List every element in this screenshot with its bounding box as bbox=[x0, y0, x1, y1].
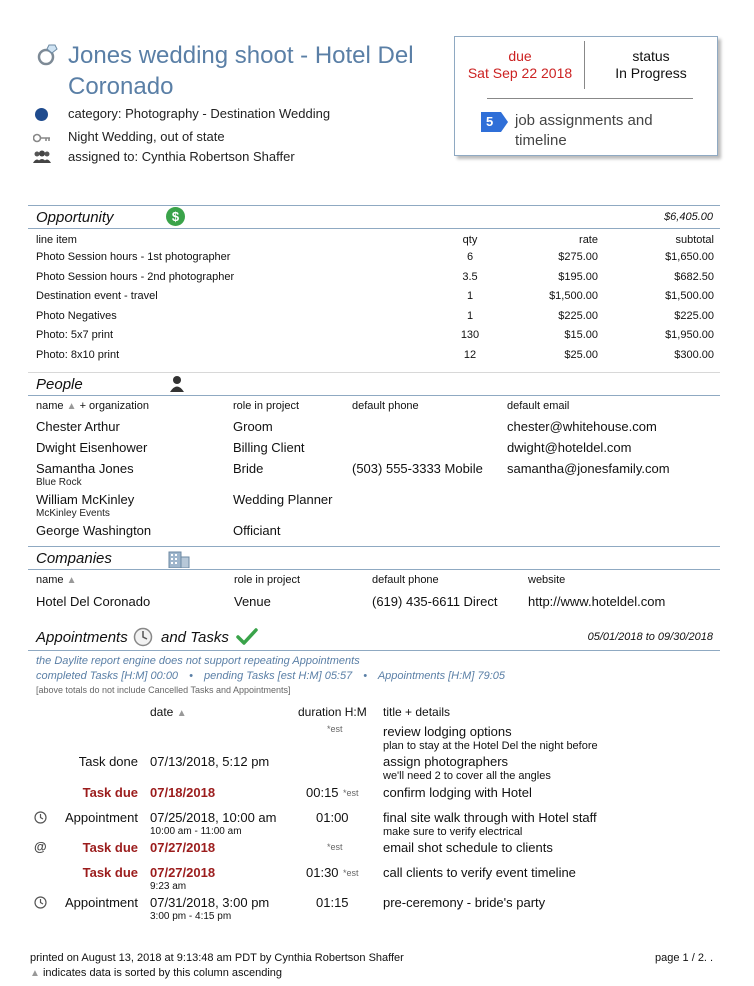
status-label: status bbox=[632, 48, 670, 64]
appt-kind: Appointment bbox=[65, 895, 138, 910]
printed-note: printed on August 13, 2018 at 9:13:48 am PDT by Cynthia Robertson Shaffer bbox=[30, 952, 404, 964]
appt-detail: plan to stay at the Hotel Del the night before bbox=[383, 740, 598, 752]
opp-rate: $195.00 bbox=[558, 270, 598, 283]
table-row bbox=[0, 346, 754, 366]
sort-note-text: indicates data is sorted by this column ascending bbox=[42, 967, 283, 979]
appt-detail: we'll need 2 to cover all the angles bbox=[383, 770, 551, 782]
appt-est: *est bbox=[343, 868, 359, 878]
person-email[interactable]: chester@whitehouse.com bbox=[507, 419, 657, 434]
opp-rate: $25.00 bbox=[564, 348, 598, 361]
appt-est: *est bbox=[327, 724, 343, 734]
due-label: due bbox=[508, 48, 532, 64]
opportunity-rows bbox=[0, 248, 754, 366]
person-email[interactable]: samantha@jonesfamily.com bbox=[507, 461, 670, 476]
companies-header-name-label: name bbox=[36, 574, 64, 586]
person-icon bbox=[168, 374, 186, 392]
person-name[interactable]: Dwight Eisenhower bbox=[36, 440, 148, 455]
companies-header-name bbox=[36, 574, 77, 586]
sort-asc-icon: ▲ bbox=[176, 708, 187, 719]
person-role: Bride bbox=[233, 461, 264, 476]
opp-item: Photo Session hours - 1st photographer bbox=[36, 251, 231, 263]
appt-date: 07/27/2018 bbox=[150, 865, 216, 880]
opp-header-item: line item bbox=[36, 234, 77, 246]
companies-top-line bbox=[28, 546, 720, 547]
opp-rate: $275.00 bbox=[558, 251, 598, 263]
appt-est: *est bbox=[343, 788, 359, 798]
assignments-link-2[interactable]: timeline bbox=[515, 132, 567, 149]
appt-kind: Task due bbox=[82, 840, 138, 855]
appt-title[interactable]: pre-ceremony - bride's party bbox=[383, 895, 546, 910]
company-website[interactable]: http://www.hoteldel.com bbox=[528, 594, 666, 609]
people-header-org-label: + organization bbox=[79, 400, 149, 412]
appt-duration: 01:00 bbox=[316, 810, 349, 825]
person-phone[interactable]: (503) 555-3333 Mobile bbox=[352, 461, 483, 476]
appt-duration: 00:15 bbox=[306, 785, 339, 800]
opp-subtotal: $682.50 bbox=[674, 270, 714, 283]
appt-kind: Task done bbox=[78, 754, 138, 769]
opp-qty: 130 bbox=[460, 329, 480, 342]
opp-header-subtotal: subtotal bbox=[675, 234, 714, 246]
appt-title[interactable]: assign photographers bbox=[383, 754, 509, 769]
person-name[interactable]: George Washington bbox=[36, 523, 152, 538]
totals-note: [above totals do not include Cancelled Tasks and Appointments] bbox=[36, 685, 291, 695]
opportunity-header-line bbox=[28, 228, 720, 229]
appt-header-duration: duration H:M bbox=[298, 705, 367, 719]
totals-line bbox=[36, 670, 505, 682]
badge-count: 5 bbox=[486, 114, 494, 129]
people-top-line bbox=[28, 372, 720, 373]
companies-header-phone: default phone bbox=[372, 574, 439, 586]
opportunity-top-line bbox=[28, 205, 720, 206]
and-tasks-title: and Tasks bbox=[161, 629, 229, 646]
opp-qty: 3.5 bbox=[462, 270, 478, 283]
company-name[interactable]: Hotel Del Coronado bbox=[36, 594, 151, 609]
opp-subtotal: $1,950.00 bbox=[665, 329, 714, 342]
appt-header-date bbox=[150, 705, 187, 719]
box-hr bbox=[487, 98, 693, 99]
person-org: Blue Rock bbox=[36, 477, 82, 488]
people-header-name bbox=[36, 400, 149, 412]
people-header-role: role in project bbox=[233, 400, 300, 412]
opp-subtotal: $1,500.00 bbox=[665, 290, 714, 303]
sort-asc-icon: ▲ bbox=[66, 401, 77, 412]
appt-kind: Appointment bbox=[65, 810, 138, 825]
opp-rate: $1,500.00 bbox=[549, 290, 598, 303]
appt-est: *est bbox=[327, 842, 343, 852]
assignments-link-1[interactable]: job assignments and bbox=[515, 112, 653, 129]
table-row bbox=[0, 307, 754, 327]
pending-total: pending Tasks [est H:M] 05:57 bbox=[204, 670, 353, 682]
table-row bbox=[0, 268, 754, 288]
opp-rate: $15.00 bbox=[564, 329, 598, 342]
table-row bbox=[0, 248, 754, 268]
appointments-header-line bbox=[28, 650, 720, 651]
appt-title[interactable]: call clients to verify event timeline bbox=[383, 865, 576, 880]
appt-duration: 01:15 bbox=[316, 895, 349, 910]
category-dot-icon bbox=[35, 108, 48, 121]
appt-title[interactable]: email shot schedule to clients bbox=[383, 840, 553, 855]
sort-asc-icon: ▲ bbox=[66, 575, 77, 586]
opp-qty: 1 bbox=[466, 290, 474, 303]
appt-date: 07/25/2018, 10:00 am bbox=[150, 810, 277, 825]
people-header-line bbox=[28, 395, 720, 396]
keyword-text: Night Wedding, out of state bbox=[68, 129, 225, 144]
appt-detail: make sure to verify electrical bbox=[383, 826, 523, 838]
table-row bbox=[0, 287, 754, 307]
opp-rate: $225.00 bbox=[558, 309, 598, 322]
opp-item: Photo Negatives bbox=[36, 309, 117, 322]
appt-date: 07/18/2018 bbox=[150, 785, 216, 800]
building-icon bbox=[168, 550, 190, 568]
people-header-phone: default phone bbox=[352, 400, 419, 412]
clock-icon bbox=[133, 627, 153, 647]
person-role: Billing Client bbox=[233, 440, 305, 455]
appt-header-title: title + details bbox=[383, 705, 451, 719]
date-range: 05/01/2018 to 09/30/2018 bbox=[587, 631, 713, 643]
appt-sub: 9:23 am bbox=[150, 881, 187, 892]
opp-subtotal: $1,650.00 bbox=[665, 251, 714, 263]
person-email[interactable]: dwight@hoteldel.com bbox=[507, 440, 632, 455]
companies-header-line bbox=[28, 569, 720, 570]
status-value: In Progress bbox=[615, 65, 687, 81]
company-role: Venue bbox=[234, 594, 271, 609]
repeat-note: the Daylite report engine does not support repeating Appointments bbox=[36, 655, 360, 667]
appt-date: 07/31/2018, 3:00 pm bbox=[150, 895, 270, 910]
opp-qty: 6 bbox=[466, 251, 474, 263]
opp-item: Photo: 8x10 print bbox=[36, 348, 120, 361]
users-icon bbox=[32, 150, 52, 164]
people-header-name-label: name bbox=[36, 400, 64, 412]
due-date: Sat Sep 22 2018 bbox=[467, 65, 573, 81]
companies-title: Companies bbox=[36, 550, 112, 567]
appointments-title: Appointments bbox=[36, 629, 128, 646]
opp-qty: 12 bbox=[463, 348, 477, 361]
people-header-email: default email bbox=[507, 400, 570, 412]
assigned-text: assigned to: Cynthia Robertson Shaffer bbox=[68, 149, 295, 164]
person-name[interactable]: William McKinley bbox=[36, 492, 135, 507]
sort-asc-icon: ▲ bbox=[30, 968, 40, 979]
person-org: McKinley Events bbox=[36, 508, 110, 519]
assignments-badge[interactable] bbox=[479, 111, 509, 133]
key-icon bbox=[33, 130, 51, 140]
dollar-icon: $ bbox=[166, 207, 185, 226]
bullet: • bbox=[189, 670, 193, 682]
companies-header-website: website bbox=[528, 574, 566, 586]
person-role: Groom bbox=[233, 419, 273, 434]
email-at-icon: @ bbox=[34, 839, 47, 854]
appt-kind: Task due bbox=[82, 785, 138, 800]
table-row bbox=[0, 326, 754, 346]
checkmark-icon bbox=[236, 628, 258, 646]
status-box bbox=[454, 36, 718, 156]
person-name[interactable]: Samantha Jones bbox=[36, 461, 134, 476]
opp-header-qty: qty bbox=[462, 234, 478, 246]
opp-item: Destination event - travel bbox=[36, 290, 158, 303]
opportunity-total: $6,405.00 bbox=[664, 211, 713, 223]
page-number: page 1 / 2. . bbox=[655, 952, 714, 964]
people-title: People bbox=[36, 376, 83, 393]
opp-qty: 1 bbox=[466, 309, 474, 322]
opportunity-title: Opportunity bbox=[36, 209, 114, 226]
appt-sub: 10:00 am - 11:00 am bbox=[150, 826, 242, 837]
appt-duration: 01:30 bbox=[306, 865, 339, 880]
person-name[interactable]: Chester Arthur bbox=[36, 419, 120, 434]
appt-title[interactable]: review lodging options bbox=[383, 724, 512, 739]
opp-header-rate: rate bbox=[579, 234, 598, 246]
page-title: Jones wedding shoot - Hotel Del Coronado bbox=[68, 42, 414, 100]
appt-title[interactable]: final site walk through with Hotel staff bbox=[383, 810, 597, 825]
appt-title[interactable]: confirm lodging with Hotel bbox=[383, 785, 532, 800]
appt-kind: Task due bbox=[82, 865, 138, 880]
appointments-total: Appointments [H:M] 79:05 bbox=[377, 670, 505, 682]
opp-item: Photo Session hours - 2nd photographer bbox=[36, 270, 235, 283]
person-role: Officiant bbox=[233, 523, 281, 538]
completed-total: completed Tasks [H:M] 00:00 bbox=[36, 670, 179, 682]
appt-header-date-label: date bbox=[150, 705, 174, 719]
category-text: category: Photography - Destination Wedding bbox=[68, 106, 331, 121]
bullet: • bbox=[363, 670, 368, 682]
appt-date: 07/27/2018 bbox=[150, 840, 216, 855]
opp-item: Photo: 5x7 print bbox=[36, 329, 114, 342]
opp-subtotal: $225.00 bbox=[674, 309, 714, 322]
company-phone[interactable]: (619) 435-6611 Direct bbox=[372, 594, 498, 609]
opp-subtotal: $300.00 bbox=[674, 348, 714, 361]
appt-sub: 3:00 pm - 4:15 pm bbox=[150, 911, 232, 922]
appt-date: 07/13/2018, 5:12 pm bbox=[150, 754, 270, 769]
companies-header-role: role in project bbox=[234, 574, 301, 586]
person-role: Wedding Planner bbox=[233, 492, 333, 507]
sort-note bbox=[30, 967, 282, 979]
ring-icon bbox=[36, 42, 60, 66]
